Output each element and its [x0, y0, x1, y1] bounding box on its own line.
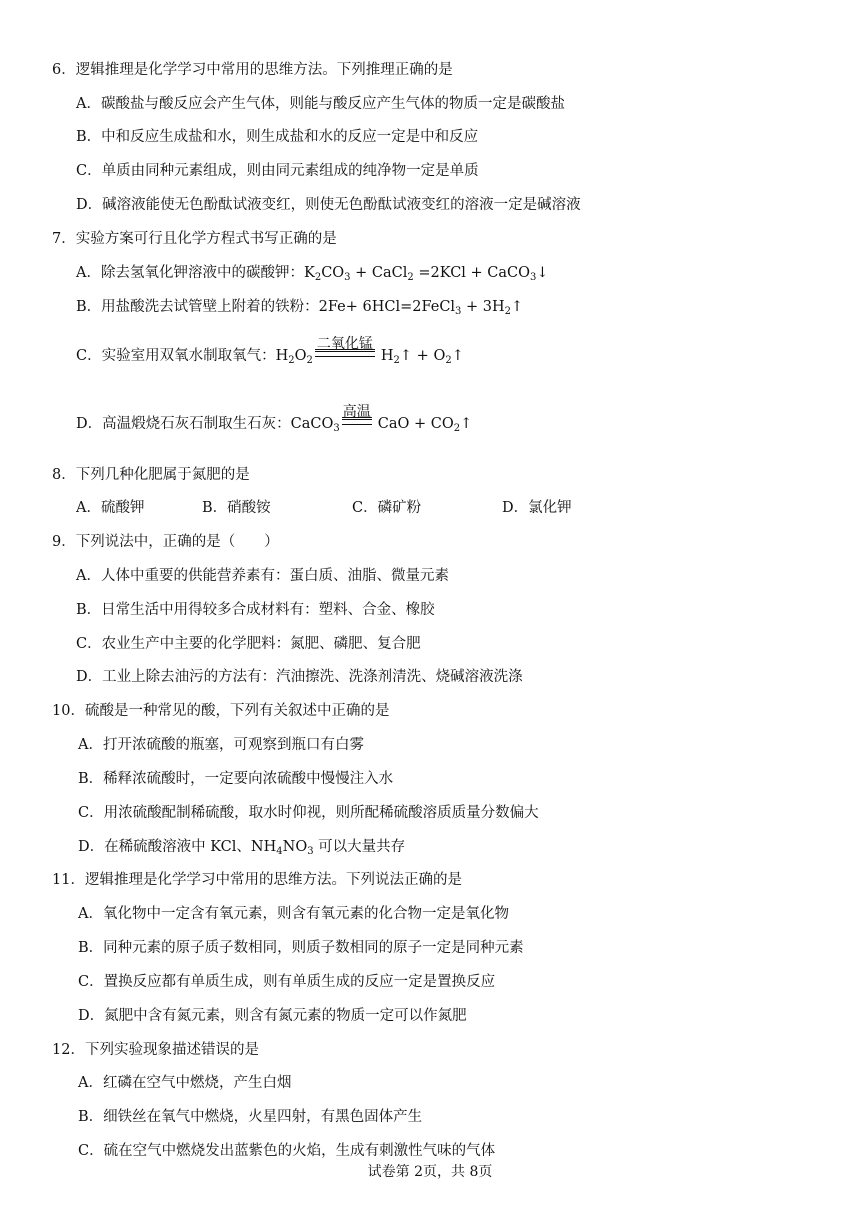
reaction-condition-heat: 高温 [342, 414, 372, 434]
question-11-option-a: A．氧化物中一定含有氧元素，则含有氧元素的化合物一定是氧化物 [78, 906, 509, 922]
question-7-option-b: B．用盐酸洗去试管壁上附着的铁粉：2Fe+ 6HCl=2FeCl$_3$ + $3H_2↑$ [76, 299, 524, 317]
question-6-option-d: D．碱溶液能使无色酚酞试液变红，则使无色酚酞试液变红的溶液一定是碱溶液 [76, 197, 581, 213]
question-7-option-a: A．除去氢氧化钾溶液中的碳酸钾：$K_2CO_3$ + CaCl$_2$ =2KCl + CaCO$_3$↓ [76, 265, 549, 283]
question-10-option-b: B．稀释浓硫酸时，一定要向浓硫酸中慢慢注入水 [78, 771, 394, 787]
question-8-stem: 8．下列几种化肥属于氮肥的是 [52, 467, 250, 483]
question-6-option-b: B．中和反应生成盐和水，则生成盐和水的反应一定是中和反应 [76, 129, 479, 145]
question-9-option-a: A．人体中重要的供能营养素有：蛋白质、油脂、微量元素 [76, 568, 449, 584]
q7a-text: A．除去氢氧化钾溶液中的碳酸钾：K [76, 265, 315, 281]
question-12-option-c: C．硫在空气中燃烧发出蓝紫色的火焰，生成有刺激性气味的气体 [78, 1143, 496, 1159]
question-6-option-a: A．碳酸盐与酸反应会产生气体，则能与酸反应产生气体的物质一定是碳酸盐 [76, 96, 565, 112]
question-11-option-d: D．氮肥中含有氮元素，则含有氮元素的物质一定可以作氮肥 [78, 1008, 467, 1024]
question-9-option-b: B．日常生活中用得较多合成材料有：塑料、合金、橡胶 [76, 602, 435, 618]
question-7-option-d: D．高温煅烧石灰石制取生石灰：CaCO$_3$ 高温 CaO + $CO_2↑$ [76, 404, 473, 434]
question-6-option-c: C．单质由同种元素组成，则由同元素组成的纯净物一定是单质 [76, 163, 479, 179]
question-10-stem: 10．硫酸是一种常见的酸，下列有关叙述中正确的是 [52, 703, 390, 719]
question-10-option-d: D．在稀硫酸溶液中 KCl、$NH_4NO_3$ 可以大量共存 [78, 839, 406, 857]
reaction-condition-catalyst: 二氧化锰 [315, 346, 375, 366]
question-8-option-c: C．磷矿粉 [352, 500, 422, 516]
question-12-stem: 12．下列实验现象描述错误的是 [52, 1042, 259, 1058]
question-7-stem: 7．实验方案可行且化学方程式书写正确的是 [52, 231, 337, 247]
question-10-option-c: C．用浓硫酸配制稀硫酸，取水时仰视，则所配稀硫酸溶质质量分数偏大 [78, 805, 539, 821]
question-7-option-c: C．实验室用双氧水制取氧气：$H_2O_2$ 二氧化锰 $H_2↑$ + $O_2↑$ [76, 336, 464, 366]
question-9-option-d: D．工业上除去油污的方法有：汽油擦洗、洗涤剂清洗、烧碱溶液洗涤 [76, 669, 523, 685]
q7c-text: C．实验室用双氧水制取氧气：H [76, 348, 289, 364]
question-8-option-d: D．氯化钾 [502, 500, 572, 516]
question-11-stem: 11．逻辑推理是化学学习中常用的思维方法。下列说法正确的是 [52, 872, 462, 888]
question-11-option-b: B．同种元素的原子质子数相同，则质子数相同的原子一定是同种元素 [78, 940, 524, 956]
question-9-option-c: C．农业生产中主要的化学肥料：氮肥、磷肥、复合肥 [76, 636, 421, 652]
question-6-stem: 6．逻辑推理是化学学习中常用的思维方法。下列推理正确的是 [52, 62, 453, 78]
question-12-option-b: B．细铁丝在氧气中燃烧，火星四射，有黑色固体产生 [78, 1109, 423, 1125]
page-footer: 试卷第 2页，共 8页 [367, 1164, 493, 1180]
question-10-option-a: A．打开浓硫酸的瓶塞，可观察到瓶口有白雾 [78, 737, 364, 753]
question-8-option-b: B．硝酸铵 [202, 500, 271, 516]
question-12-option-a: A．红磷在空气中燃烧，产生白烟 [78, 1075, 292, 1091]
q7d-text: D．高温煅烧石灰石制取生石灰：CaCO [76, 416, 334, 432]
question-8-option-a: A．硫酸钾 [76, 500, 145, 516]
q7b-text: B．用盐酸洗去试管壁上附着的铁粉：2Fe+ 6HCl=2FeCl [76, 299, 456, 315]
question-11-option-c: C．置换反应都有单质生成，则有单质生成的反应一定是置换反应 [78, 974, 496, 990]
q10d-text: D．在稀硫酸溶液中 KCl、NH [78, 839, 277, 855]
question-9-stem: 9．下列说法中，正确的是（ ） [52, 534, 279, 550]
